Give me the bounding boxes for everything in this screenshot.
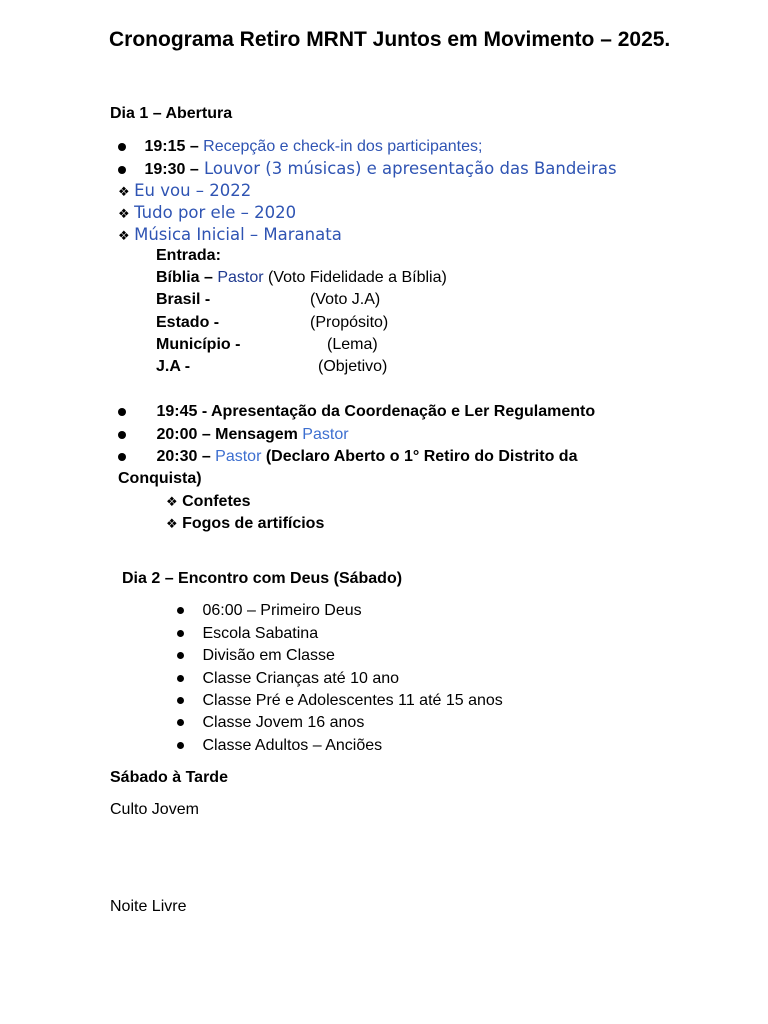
bullet-icon: [177, 742, 184, 749]
bullet-icon: [118, 166, 126, 174]
day2-item: [177, 670, 399, 688]
day2-item: [177, 714, 364, 732]
diamond-bullet-icon: ❖: [118, 207, 130, 222]
item-who: Pastor: [210, 448, 262, 465]
entrada-flag: Brasil -: [156, 291, 211, 308]
bullet-icon: [177, 652, 184, 659]
diamond-bullet-icon: ❖: [118, 185, 130, 200]
diamond-bullet-icon: ❖: [166, 495, 178, 510]
song-title: Eu vou – 2022: [134, 181, 252, 200]
entrada-flag: Bíblia –: [156, 269, 213, 286]
day1-heading: Dia 1 – Abertura: [110, 105, 233, 122]
song-title: Tudo por ele – 2020: [134, 203, 297, 222]
bullet-icon: [118, 408, 126, 416]
song-item: [118, 181, 251, 201]
document-title: Cronograma Retiro MRNT Juntos em Movimento – 2025.: [109, 28, 671, 51]
day1-item-coordenacao: [118, 403, 595, 421]
bullet-icon: [177, 697, 184, 704]
song-title: Música Inicial – Maranata: [134, 225, 342, 244]
time-label: 19:30 –: [144, 161, 199, 178]
entrada-note: (Voto J.A): [310, 291, 381, 308]
item-text: Classe Pré e Adolescentes 11 até 15 anos: [202, 692, 503, 709]
diamond-bullet-icon: ❖: [118, 229, 130, 244]
item-text: Classe Adultos – Anciões: [202, 737, 383, 754]
day2-heading: Dia 2 – Encontro com Deus (Sábado): [122, 570, 403, 587]
extra-text: Confetes: [182, 493, 251, 510]
entrada-flag: Município -: [156, 336, 241, 353]
item-text: Divisão em Classe: [202, 647, 335, 664]
entrada-note: (Propósito): [310, 314, 389, 331]
time-label: 20:00 – Mensagem: [156, 426, 298, 443]
time-label: 19:15 –: [144, 138, 199, 155]
entrada-note: (Voto Fidelidade a Bíblia): [263, 269, 447, 286]
extra-text: Fogos de artifícios: [182, 515, 325, 532]
noite-livre-text: Noite Livre: [110, 898, 187, 915]
sabado-tarde-heading: Sábado à Tarde: [110, 769, 228, 786]
entrada-note: (Objetivo): [318, 358, 388, 375]
item-text: Louvor (3 músicas) e apresentação das Bandeiras: [198, 159, 617, 178]
item-text: 19:45 - Apresentação da Coordenação e Ler Regulamento: [156, 403, 596, 420]
extra-item: [166, 493, 251, 511]
extra-item: [166, 515, 324, 533]
song-item: [118, 225, 342, 245]
bullet-icon: [118, 431, 126, 439]
bullet-icon: [177, 675, 184, 682]
entrada-label: Entrada:: [156, 247, 221, 264]
day2-item: [177, 647, 335, 665]
item-text-continued: Conquista): [118, 470, 202, 487]
day1-item-louvor: [118, 159, 617, 179]
day1-item-checkin: [118, 138, 482, 156]
time-label: 20:30 –: [156, 448, 211, 465]
day2-item: [177, 625, 318, 643]
day2-item: [177, 737, 382, 755]
bullet-icon: [177, 607, 184, 614]
entrada-who: Pastor: [212, 269, 264, 286]
day1-item-abertura: [118, 448, 577, 466]
entrada-row: [156, 269, 447, 287]
bullet-icon: [118, 143, 126, 151]
day1-item-mensagem: [118, 426, 349, 444]
item-text: Classe Jovem 16 anos: [202, 714, 365, 731]
bullet-icon: [118, 453, 126, 461]
item-text: Classe Crianças até 10 ano: [202, 670, 400, 687]
item-who: Pastor: [297, 426, 349, 443]
entrada-note: (Lema): [327, 336, 378, 353]
item-text: Recepção e check-in dos participantes;: [198, 138, 483, 155]
item-text: 06:00 – Primeiro Deus: [202, 602, 362, 619]
day2-item: [177, 692, 503, 710]
entrada-flag: J.A -: [156, 358, 191, 375]
bullet-icon: [177, 719, 184, 726]
diamond-bullet-icon: ❖: [166, 517, 178, 532]
culto-jovem-text: Culto Jovem: [110, 801, 199, 818]
item-text: (Declaro Aberto o 1° Retiro do Distrito da: [261, 448, 578, 465]
item-text: Escola Sabatina: [202, 625, 319, 642]
bullet-icon: [177, 630, 184, 637]
day2-item: [177, 602, 362, 620]
song-item: [118, 203, 296, 223]
entrada-flag: Estado -: [156, 314, 220, 331]
